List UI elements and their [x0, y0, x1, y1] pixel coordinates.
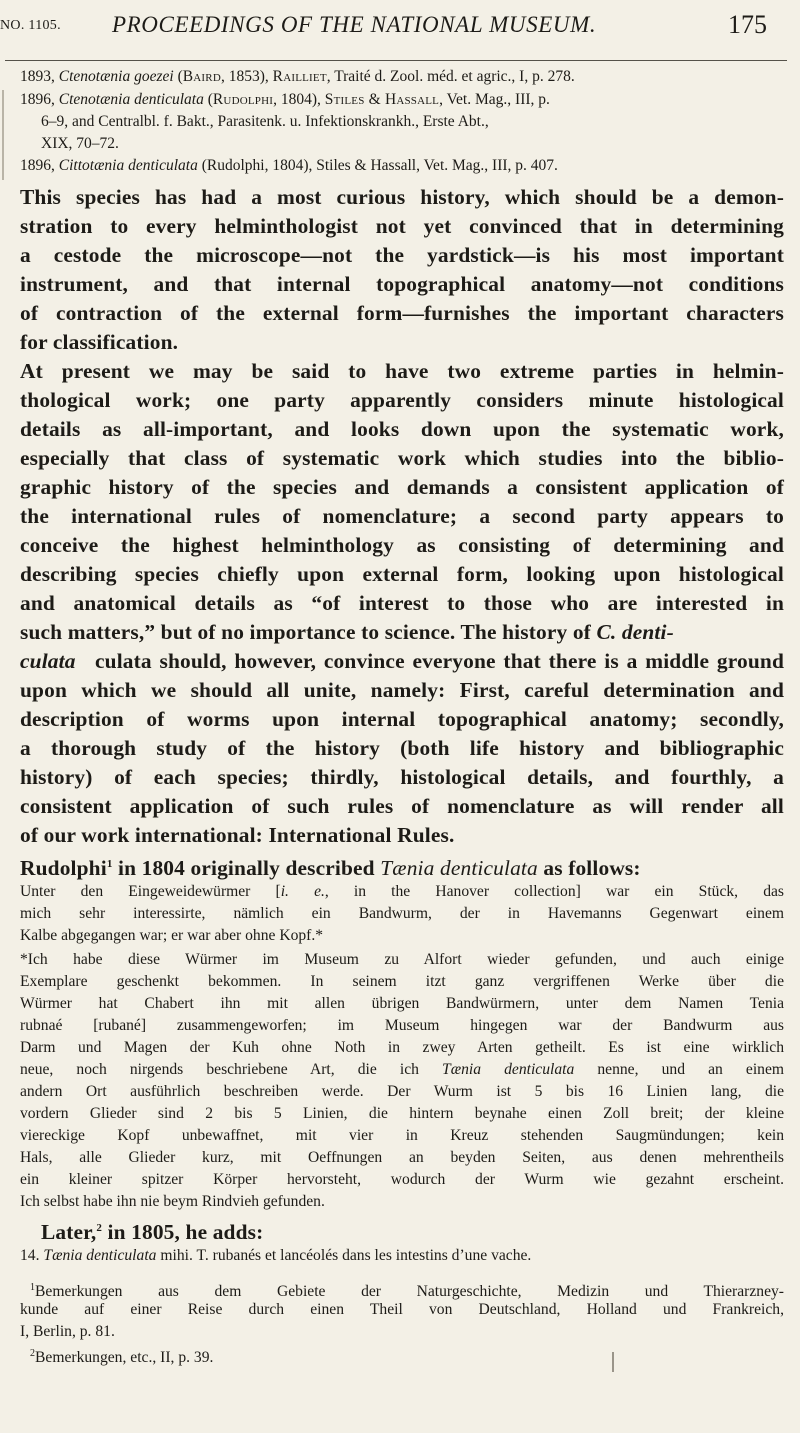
- synonym-entry-continuation: XIX, 70–72.: [41, 135, 119, 152]
- quote-line: ein kleiner spitzer Körper hervorsteht, wodurch der Wurm wie gezahnt erscheint.: [20, 1171, 784, 1188]
- body-text-line: Later,$^2$ in 1805, he adds:: [41, 1220, 264, 1245]
- body-text-line: especially that class of systematic work which studies into the biblio-: [20, 446, 784, 470]
- footnote: $^1$Bemerkungen aus dem Gebiete der Naturgeschichte, Medizin und Thierarzney-: [30, 1282, 784, 1301]
- quote-line: Ich selbst habe ihn nie beym Rindvieh gefunden.: [20, 1193, 325, 1210]
- body-text-line: thological work; one party apparently considers minute histological: [20, 388, 784, 412]
- page-number: 175: [728, 10, 767, 39]
- body-text-line: for classification.: [20, 330, 179, 354]
- footnote-ref[interactable]: 2: [96, 1222, 103, 1234]
- header-rule: [5, 60, 787, 61]
- body-text-line: of our work international: International Rules.: [20, 823, 455, 847]
- issue-number: NO. 1105.: [0, 18, 61, 33]
- quote-line: viereckige Kopf unbewaffnet, mit vier in Kreuz stehenden Saugmündungen; kein: [20, 1127, 784, 1144]
- body-text-line: Rudolphi$^1$ in 1804 originally described Tænia denticulata as follows:: [20, 856, 641, 881]
- quote-line: Kalbe abgegangen war; er war aber ohne Kopf.*: [20, 927, 324, 944]
- footnote: $^2$Bemerkungen, etc., II, p. 39.: [30, 1348, 214, 1367]
- quote-line: Exemplare geschenkt bekommen. In seinem itzt ganz vergriffenen Werke über die: [20, 973, 784, 990]
- body-text-line: conceive the highest helminthology as consisting of determining and: [20, 533, 784, 557]
- synonym-entry-continuation: 6–9, and Centralbl. f. Bakt., Parasitenk. u. Infektionskrankh., Erste Abt.,: [41, 113, 489, 130]
- footnote-ref[interactable]: 1: [106, 858, 113, 870]
- body-text-line: details as all-important, and looks down upon the systematic work,: [20, 417, 784, 441]
- body-text-line: consistent application of such rules of nomenclature as will render all: [20, 794, 784, 818]
- body-text-line: This species has had a most curious history, which should be a demon-: [20, 185, 784, 209]
- body-text-line: such matters,” but of no importance to science. The history of C. denti-: [20, 620, 674, 644]
- scan-mark: [612, 1352, 614, 1372]
- body-text-line: describing species chiefly upon external form, looking upon histological: [20, 562, 784, 586]
- quote-line: 14. Tænia denticulata mihi. T. rubanés et lancéolés dans les intestins d’une vache.: [20, 1247, 532, 1264]
- synonym-entry-1893: 1893, Ctenotænia goezei (Baird, 1853), Railliet, Traité d. Zool. méd. et agric., I, p. 278.: [20, 68, 575, 85]
- quote-line: Unter den Eingeweidewürmer [i. e., in the Hanover collection] war ein Stück, das: [20, 883, 784, 900]
- footnote: I, Berlin, p. 81.: [20, 1323, 115, 1340]
- body-text-line: a cestode the microscope—not the yardstick—is his most important: [20, 243, 784, 267]
- footnote: kunde auf einer Reise durch einen Theil von Deutschland, Holland und Frankreich,: [20, 1301, 784, 1318]
- body-text-line: a thorough study of the history (both life history and bibliographic: [20, 736, 784, 760]
- quote-line: neue, noch nirgends beschriebene Art, die ich Tænia denticulata nenne, und an einem: [20, 1061, 784, 1078]
- journal-title: PROCEEDINGS OF THE NATIONAL MUSEUM.: [112, 12, 597, 37]
- quote-line: Hals, alle Glieder kurz, mit Oeffnungen an beyden Seiten, aus denen mehrentheils: [20, 1149, 784, 1166]
- quote-line: mich sehr interessirte, nämlich ein Bandwurm, der in Havemanns Gegenwart einem: [20, 905, 784, 922]
- quote-line: vordern Glieder sind 2 bis 5 Linien, die hintern beynahe einen Zoll breit; der kleine: [20, 1105, 784, 1122]
- body-text-line: of contraction of the external form—furnishes the important characters: [20, 301, 784, 325]
- body-text-line: the international rules of nomenclature; a second party appears to: [20, 504, 784, 528]
- body-text-line: stration to every helminthologist not yet convinced that in determining: [20, 214, 784, 238]
- quote-line: *Ich habe diese Würmer im Museum zu Alfort wieder gefunden, und auch einige: [20, 951, 784, 968]
- quote-line: Würmer hat Chabert ihn mit allen übrigen Bandwürmern, unter dem Namen Tenia: [20, 995, 784, 1012]
- body-text-line: At present we may be said to have two extreme parties in helmin-: [20, 359, 784, 383]
- body-text-line: culata: [20, 649, 76, 673]
- synonym-entry-1896b: 1896, Cittotænia denticulata (Rudolphi, 1804), Stiles & Hassall, Vet. Mag., III, p. 407.: [20, 157, 558, 174]
- body-text-line: and anatomical details as “of interest to those who are interested in: [20, 591, 784, 615]
- quote-line: Darm und Magen der Kuh ohne Noth in zwey Arten getheilt. Es ist eine wirklich: [20, 1039, 784, 1056]
- body-text-line: history) of each species; thirdly, histological details, and fourthly, a: [20, 765, 784, 789]
- quote-line: rubnaé [rubané] zusammengeworfen; im Museum hingegen war der Bandwurm aus: [20, 1017, 784, 1034]
- body-text-line: upon which we should all unite, namely: First, careful determination and: [20, 678, 784, 702]
- running-header: [0, 6, 800, 48]
- synonym-entry-1896a: 1896, Ctenotænia denticulata (Rudolphi, 1804), Stiles & Hassall, Vet. Mag., III, p.: [20, 91, 550, 108]
- margin-mark: [2, 90, 4, 180]
- body-text-line: graphic history of the species and demands a consistent application of: [20, 475, 784, 499]
- body-text-line: instrument, and that internal topographical anatomy—not conditions: [20, 272, 784, 296]
- quote-line: andern Ort ausführlich beschreiben werde. Der Wurm ist 5 bis 16 Linien lang, die: [20, 1083, 784, 1100]
- body-text-line: culata should, however, convince everyone that there is a middle ground: [95, 649, 784, 673]
- body-text-line: description of worms upon internal topographical anatomy; secondly,: [20, 707, 784, 731]
